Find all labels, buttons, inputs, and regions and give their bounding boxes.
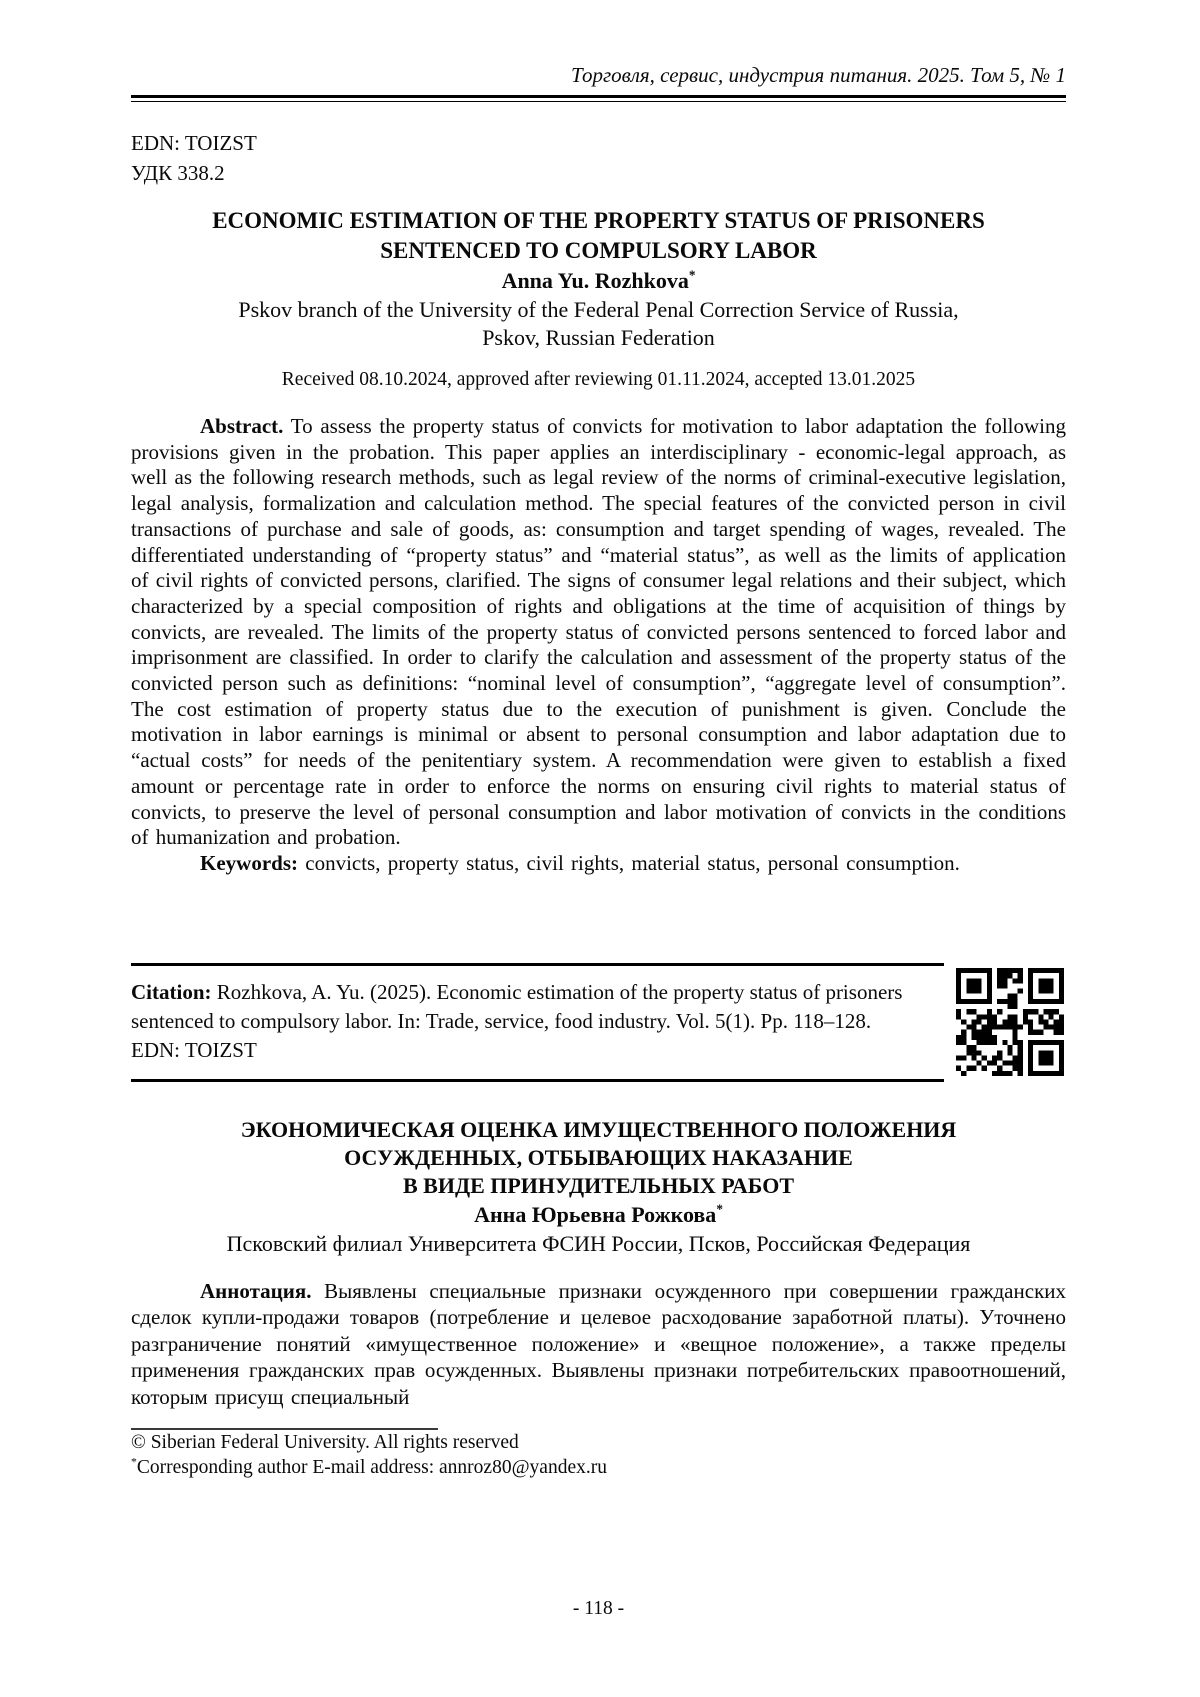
page-number bbox=[131, 1598, 1066, 1620]
article-title-en bbox=[131, 206, 1066, 266]
author-en-footnote-marker: * bbox=[688, 267, 696, 283]
corresponding-footnote-marker: * bbox=[131, 1455, 137, 1469]
affiliation-ru bbox=[131, 1230, 1066, 1258]
udc-line: УДК 338.2 bbox=[131, 161, 225, 185]
received-dates bbox=[131, 368, 1066, 392]
keywords-en-label: Keywords: bbox=[200, 850, 298, 875]
corresponding-author-footnote bbox=[131, 1455, 1066, 1480]
abstract-ru-label: Аннотация. bbox=[200, 1278, 312, 1303]
page-content bbox=[131, 0, 1066, 1480]
article-title-ru-line: ОСУЖДЕННЫХ, ОТБЫВАЮЩИХ НАКАЗАНИЕ bbox=[344, 1144, 853, 1170]
qr-code bbox=[956, 968, 1064, 1076]
citation-box bbox=[131, 963, 944, 1082]
copyright-footnote bbox=[131, 1430, 1066, 1455]
affiliation-en-line: Pskov branch of the University of the Federal Penal Correction Service of Russia, bbox=[238, 297, 959, 322]
article-title-ru-line: ЭКОНОМИЧЕСКАЯ ОЦЕНКА ИМУЩЕСТВЕННОГО ПОЛОЖЕНИЯ bbox=[240, 1116, 957, 1142]
abstract-ru-text: Выявлены специальные признаки осужденного при совершении гражданских сделок купли-продажи товаров (потребление и целевое расходование заработной платы). Уточнено разграничение понятий «имущественное положение» и «вещное положение», а также пределы применения гражданских прав осужденных. Выявлены признаки потребительских правоотношений, которым присущ специальный bbox=[131, 1278, 1067, 1410]
abstract-ru bbox=[131, 1278, 1066, 1411]
author-en bbox=[131, 266, 1066, 296]
affiliation-en-line: Pskov, Russian Federation bbox=[482, 325, 715, 350]
keywords-en bbox=[131, 851, 1066, 877]
citation-text: Rozhkova, A. Yu. (2025). Economic estimation of the property status of prisoners sentenced to compulsory labor. In: Trade, service, food industry. Vol. 5(1). Pp. 118–128. EDN: TOIZST bbox=[131, 979, 903, 1062]
author-ru-footnote-marker: * bbox=[716, 1201, 723, 1217]
author-ru bbox=[131, 1200, 1066, 1230]
edn-line: EDN: TOIZST bbox=[131, 131, 257, 155]
copyright-text: © Siberian Federal University. All rights reserved bbox=[131, 1431, 519, 1453]
article-title-ru-line: В ВИДЕ ПРИНУДИТЕЛЬНЫХ РАБОТ bbox=[402, 1172, 794, 1198]
citation-block bbox=[131, 963, 1066, 1082]
header-double-rule bbox=[131, 95, 1066, 102]
affiliation-en bbox=[131, 296, 1066, 352]
abstract-en-text: To assess the property status of convicts for motivation to labor adaptation the following provisions given in the probation. This paper applies an interdisciplinary - economic-legal approach, as well as the following research methods, such as legal review of the norms of criminal-executive legislation, legal analysis, formalization and calculation method. The special features of the convicted person in civil transactions of purchase and sale of goods, as: consumption and target spending of wages, revealed. The differentiated understanding of “property status” and “material status”, as well as the limits of application of civil rights of convicted persons, clarified. The signs of consumer legal relations and their subject, which characterized by a special composition of rights and obligations at the time of acquisition of things by convicts, are revealed. The limits of the property status of convicted persons sentenced to forced labor and imprisonment are classified. In order to clarify the calculation and assessment of the property status of the convicted person such as definitions: “nominal level of consumption”, “aggregate level of consumption”. The cost estimation of property status due to the execution of punishment is given. Conclude the motivation in labor earnings is minimal or absent to personal consumption and labor adaptation due to “actual costs” for needs of the penitentiary system. A recommendation were given to establish a fixed amount or percentage rate in order to enforce the norms on ensuring civil rights to material status of convicts, to preserve the level of personal consumption and labor motivation of convicts in the conditions of humanization and probation. bbox=[131, 414, 1067, 850]
abstract-en-label: Abstract. bbox=[200, 414, 284, 438]
journal-header-text: Торговля, сервис, индустрия питания. 2025. Том 5, № 1 bbox=[571, 63, 1066, 87]
author-ru-name: Анна Юрьевна Рожкова bbox=[474, 1201, 717, 1227]
keywords-en-text: convicts, property status, civil rights, material status, personal consumption. bbox=[305, 850, 960, 875]
citation bbox=[131, 978, 923, 1065]
article-title-en-line: ECONOMIC ESTIMATION OF THE PROPERTY STATUS OF PRISONERS bbox=[212, 208, 985, 233]
page-number-text: - 118 - bbox=[572, 1598, 625, 1619]
citation-label: Citation: bbox=[131, 979, 212, 1004]
received-dates-text: Received 08.10.2024, approved after reviewing 01.11.2024, accepted 13.01.2025 bbox=[281, 369, 916, 390]
corresponding-author-text: Corresponding author E-mail address: annroz80@yandex.ru bbox=[136, 1456, 607, 1478]
author-en-name: Anna Yu. Rozhkova bbox=[501, 268, 689, 293]
article-identifiers bbox=[131, 128, 1066, 188]
running-header bbox=[131, 62, 1066, 88]
affiliation-ru-line: Псковский филиал Университета ФСИН России, Псков, Российская Федерация bbox=[226, 1230, 971, 1256]
article-title-ru bbox=[131, 1116, 1066, 1200]
abstract-en bbox=[131, 414, 1066, 851]
article-title-en-line: SENTENCED TO COMPULSORY LABOR bbox=[380, 238, 817, 263]
